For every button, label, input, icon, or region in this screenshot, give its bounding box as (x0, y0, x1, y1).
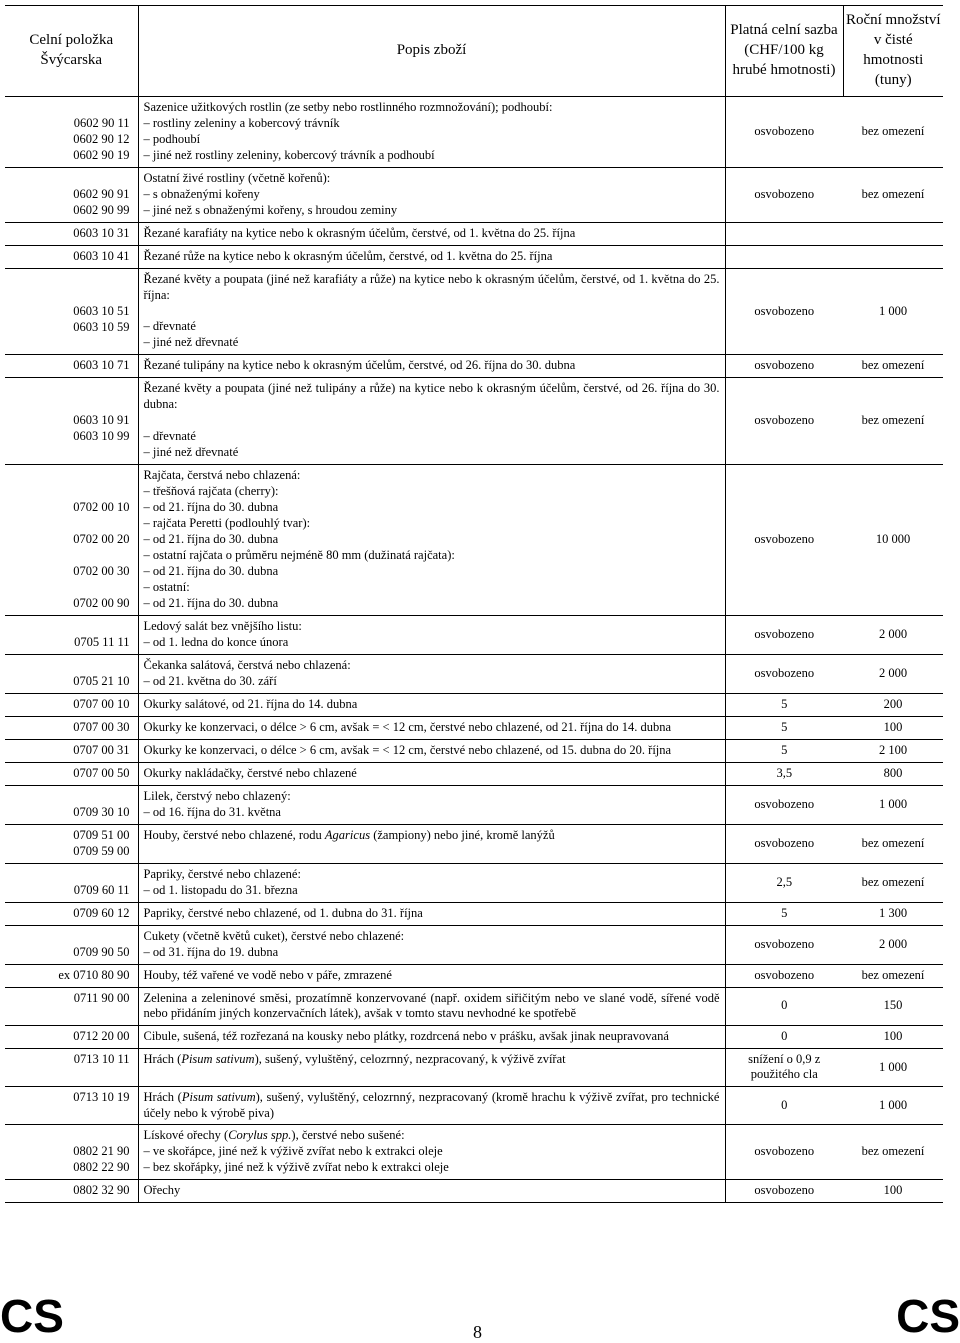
table-row (5, 1087, 943, 1125)
description-cell (138, 246, 725, 269)
description-text: Houby, čerstvé nebo chlazené, rodu Agaricus (žampiony) nebo jiné, kromě lanýžů (143, 827, 555, 842)
tariff-code (10, 548, 130, 564)
description-line: Rajčata, čerstvá nebo chlazená: (143, 467, 301, 482)
tariff-code-cell (5, 716, 138, 739)
description-line: Okurky salátové, od 21. října do 14. dubna (143, 696, 358, 711)
annual-quantity-cell (843, 246, 943, 269)
annual-quantity-cell: 800 (843, 762, 943, 785)
tariff-code: 0709 90 50 (73, 944, 130, 959)
description-line: Okurky nakládačky, čerstvé nebo chlazené (143, 765, 357, 780)
description-line: – rajčata Peretti (podlouhlý tvar): (143, 515, 311, 530)
description-line: Řezané růže na kytice nebo k okrasným účelům, čerstvé, od 1. května do 25. října (143, 249, 553, 263)
tariff-code-cell (5, 863, 138, 902)
duty-rate-cell: osvobozeno (725, 964, 843, 987)
description-line: Řezané karafiáty na kytice nebo k okrasným účelům, čerstvé, od 1. května do 25. října (143, 226, 576, 240)
duty-rate-cell: osvobozeno (725, 378, 843, 464)
tariff-code (10, 867, 130, 883)
duty-rate-cell: osvobozeno (725, 824, 843, 863)
description-line: Cukety (včetně květů cuket), čerstvé nebo chlazené: (143, 928, 405, 943)
table-row (5, 824, 943, 863)
duty-rate-cell: osvobozeno (725, 97, 843, 168)
tariff-code (10, 516, 130, 532)
table-row (5, 902, 943, 925)
duty-rate-cell: osvobozeno (725, 654, 843, 693)
tariff-code (10, 484, 130, 500)
description-line: – jiné než s obnaženými kořeny, s hroudou zeminy (143, 203, 398, 217)
annual-quantity-cell: bez omezení (843, 355, 943, 378)
table-row (5, 716, 943, 739)
tariff-code (10, 789, 130, 805)
table-row (5, 1048, 943, 1086)
description-cell (138, 739, 725, 762)
description-cell (138, 1048, 725, 1086)
description-cell (138, 464, 725, 615)
tariff-code (10, 397, 130, 413)
duty-rate-cell: osvobozeno (725, 1180, 843, 1203)
description-line: Zelenina a zeleninové směsi, prozatímně konzervované (např. oxidem siřičitým nebo ve slané vodě, sířené vodě nebo přidáním jiných konzervačních látek), avšak v tomto stavu nevhodné ke spotřebě (143, 990, 720, 1021)
annual-quantity-cell: 1 000 (843, 1087, 943, 1125)
annual-quantity-cell: 200 (843, 693, 943, 716)
description-line: Okurky ke konzervaci, o délce > 6 cm, avšak = < 12 cm, čerstvé nebo chlazené, od 15. dubna do 20. října (143, 742, 672, 757)
table-row (5, 378, 943, 464)
table-row (5, 863, 943, 902)
description-cell (138, 987, 725, 1025)
annual-quantity-cell: 1 300 (843, 902, 943, 925)
description-line: – jiné než rostliny zeleniny, kobercový trávník a podhoubí (143, 148, 435, 162)
language-mark-left: CS (0, 1290, 64, 1342)
tariff-code: 0707 00 31 (73, 742, 130, 757)
description-cell (138, 1125, 725, 1180)
tariff-code (10, 619, 130, 635)
annual-quantity-cell: bez omezení (843, 97, 943, 168)
tariff-code-cell (5, 1125, 138, 1180)
duty-rate-cell: osvobozeno (725, 615, 843, 654)
table-row (5, 223, 943, 246)
description-cell (138, 1180, 725, 1203)
duty-rate-cell: 3,5 (725, 762, 843, 785)
annual-quantity-cell: 2 000 (843, 925, 943, 964)
tariff-code: 0713 10 19 (73, 1090, 130, 1104)
tariff-code-cell (5, 964, 138, 987)
duty-rate-cell: 5 (725, 693, 843, 716)
tariff-code: 0602 90 99 (73, 203, 130, 217)
tariff-code: 0603 10 41 (73, 249, 130, 263)
tariff-code: 0802 21 90 (73, 1144, 130, 1159)
tariff-code-cell (5, 987, 138, 1025)
annual-quantity-cell (843, 223, 943, 246)
description-line: Okurky ke konzervaci, o délce > 6 cm, avšak = < 12 cm, čerstvé nebo chlazené, od 21. října do 14. dubna (143, 719, 672, 734)
tariff-code-cell (5, 1180, 138, 1203)
tariff-code: 0702 00 90 (73, 595, 130, 610)
description-line: – od 21. října do 30. dubna (143, 563, 279, 578)
duty-rate-cell: osvobozeno (725, 925, 843, 964)
tariff-code: 0709 30 10 (73, 804, 130, 819)
tariff-code: 0713 10 11 (73, 1051, 130, 1066)
page-number: 8 (473, 1322, 482, 1342)
description-line: – od 21. října do 30. dubna (143, 499, 279, 514)
description-cell (138, 964, 725, 987)
description-line: Ostatní živé rostliny (včetně kořenů): (143, 171, 331, 185)
tariff-code (10, 381, 130, 397)
tariff-code-cell (5, 654, 138, 693)
description-line: Sazenice užitkových rostlin (ze setby nebo rostlinného rozmnožování); podhoubí: (143, 100, 553, 114)
annual-quantity-cell: bez omezení (843, 168, 943, 223)
header-annual-quantity: Roční množství v čisté hmotnosti (tuny) (843, 6, 943, 97)
description-cell (138, 269, 725, 355)
tariff-code: 0709 60 11 (73, 882, 130, 897)
duty-rate-cell: osvobozeno (725, 269, 843, 355)
annual-quantity-cell: bez omezení (843, 378, 943, 464)
duty-rate-cell: osvobozeno (725, 464, 843, 615)
tariff-code-cell (5, 378, 138, 464)
tariff-code: 0705 21 10 (73, 673, 130, 688)
annual-quantity-cell: 100 (843, 716, 943, 739)
tariff-code: 0802 22 90 (73, 1160, 130, 1175)
annual-quantity-cell: 100 (843, 1025, 943, 1048)
description-line: – od 1. ledna do konce února (143, 634, 289, 649)
description-cell (138, 1025, 725, 1048)
annual-quantity-cell: 2 000 (843, 654, 943, 693)
description-line: – třešňová rajčata (cherry): (143, 483, 279, 498)
tariff-code: 0709 51 00 (73, 827, 130, 842)
table-row (5, 615, 943, 654)
description-cell (138, 824, 725, 863)
duty-rate-cell: 0 (725, 1025, 843, 1048)
table-row (5, 1125, 943, 1180)
description-line: – jiné než dřevnaté (143, 335, 239, 350)
description-cell (138, 863, 725, 902)
tariff-code: 0602 90 91 (73, 187, 130, 201)
duty-rate-cell: osvobozeno (725, 168, 843, 223)
tariff-code-cell (5, 925, 138, 964)
header-description: Popis zboží (138, 6, 725, 97)
description-cell (138, 716, 725, 739)
tariff-code: 0802 32 90 (73, 1183, 130, 1198)
table-row (5, 925, 943, 964)
tariff-code-cell (5, 693, 138, 716)
description-line: – dřevnaté (143, 428, 196, 443)
description-cell (138, 693, 725, 716)
tariff-code (10, 658, 130, 674)
description-line: – s obnaženými kořeny (143, 187, 260, 201)
description-line: Řezané tulipány na kytice nebo k okrasným účelům, čerstvé, od 26. října do 30. dubna (143, 358, 576, 373)
description-cell (138, 1087, 725, 1125)
tariff-code (10, 288, 130, 304)
description-line: – od 21. října do 30. dubna (143, 595, 279, 610)
description-cell (138, 615, 725, 654)
table-row (5, 355, 943, 378)
tariff-code-cell (5, 824, 138, 863)
tariff-code: 0702 00 30 (73, 563, 130, 578)
tariff-code-cell (5, 97, 138, 168)
description-cell (138, 654, 725, 693)
tariff-code-cell (5, 739, 138, 762)
tariff-code-cell (5, 762, 138, 785)
tariff-code-cell (5, 269, 138, 355)
annual-quantity-cell: 2 100 (843, 739, 943, 762)
description-line: – od 21. května do 30. září (143, 673, 277, 688)
annual-quantity-cell: 1 000 (843, 785, 943, 824)
duty-rate-cell: osvobozeno (725, 1125, 843, 1180)
duty-rate-cell: 5 (725, 739, 843, 762)
table-row (5, 762, 943, 785)
duty-rate-cell: 5 (725, 902, 843, 925)
tariff-code (10, 929, 130, 945)
tariff-code-cell (5, 464, 138, 615)
description-text: Hrách (Pisum sativum), sušený, vyluštěný, celozrnný, nezpracovaný (kromě hrachu k výživě zvířat, pro technické účely nebo k výrobě piva) (143, 1090, 720, 1120)
description-line: – podhoubí (143, 132, 201, 146)
tariff-code: 0711 90 00 (73, 990, 130, 1005)
tariff-table (5, 5, 943, 1203)
description-cell (138, 925, 725, 964)
description-cell (138, 762, 725, 785)
description-text: Hrách (Pisum sativum), sušený, vyluštěný, celozrnný, nezpracovaný, k výživě zvířat (143, 1051, 566, 1066)
table-row (5, 97, 943, 168)
tariff-code: 0712 20 00 (73, 1028, 130, 1043)
tariff-code-cell (5, 168, 138, 223)
tariff-code: 0602 90 12 (73, 132, 130, 146)
duty-rate-cell: osvobozeno (725, 785, 843, 824)
table-row (5, 168, 943, 223)
tariff-code: 0707 00 30 (73, 719, 130, 734)
table-row (5, 964, 943, 987)
tariff-code-cell (5, 902, 138, 925)
description-cell (138, 902, 725, 925)
tariff-code (10, 100, 130, 116)
duty-rate-cell: osvobozeno (725, 355, 843, 378)
tariff-code-cell (5, 785, 138, 824)
tariff-code-cell (5, 1025, 138, 1048)
description-line: – dřevnaté (143, 319, 196, 334)
description-line: – od 31. října do 19. dubna (143, 944, 279, 959)
tariff-code-cell (5, 615, 138, 654)
tariff-code-cell (5, 1087, 138, 1125)
table-row (5, 693, 943, 716)
tariff-code-cell (5, 246, 138, 269)
header-duty-rate: Platná celní sazba (CHF/100 kg hrubé hmotnosti) (725, 6, 843, 97)
tariff-code: 0702 00 10 (73, 499, 130, 514)
tariff-code (10, 272, 130, 288)
tariff-code: 0603 10 71 (73, 358, 130, 373)
tariff-code: 0707 00 50 (73, 765, 130, 780)
language-mark-right: CS (896, 1290, 960, 1342)
tariff-code: 0602 90 19 (73, 148, 130, 162)
tariff-code-cell (5, 1048, 138, 1086)
tariff-code: 0603 10 59 (73, 320, 130, 334)
table-row (5, 785, 943, 824)
annual-quantity-cell: bez omezení (843, 824, 943, 863)
tariff-code (10, 1128, 130, 1144)
duty-rate-cell: 0 (725, 987, 843, 1025)
description-line: Čekanka salátová, čerstvá nebo chlazená: (143, 657, 351, 672)
duty-rate-cell: 0 (725, 1087, 843, 1125)
tariff-code: 0709 59 00 (73, 843, 130, 858)
table-header-row (5, 6, 943, 97)
description-cell (138, 355, 725, 378)
tariff-code: 0603 10 51 (73, 304, 130, 318)
duty-rate-cell: snížení o 0,9 z použitého cla (725, 1048, 843, 1086)
annual-quantity-cell: 10 000 (843, 464, 943, 615)
tariff-code: 0707 00 10 (73, 696, 130, 711)
tariff-code (10, 580, 130, 596)
table-row (5, 269, 943, 355)
tariff-code: 0603 10 99 (73, 429, 130, 444)
description-line: – od 1. listopadu do 31. března (143, 882, 298, 897)
tariff-code-cell (5, 355, 138, 378)
duty-rate-cell (725, 223, 843, 246)
annual-quantity-cell: 150 (843, 987, 943, 1025)
duty-rate-cell (725, 246, 843, 269)
description-line (144, 303, 720, 319)
tariff-code: 0705 11 11 (74, 634, 130, 649)
header-swiss-tariff-code: Celní položka Švýcarska (5, 6, 138, 97)
tariff-code: ex 0710 80 90 (58, 967, 130, 982)
table-row (5, 987, 943, 1025)
description-cell (138, 223, 725, 246)
description-cell (138, 378, 725, 464)
description-text: Lískové ořechy (Corylus spp.), čerstvé nebo sušené: – ve skořápce, jiné než k výživě zvířat nebo k extrakci oleje – bez skořápky, jiné než k výživě zvířat nebo k extrakci oleje (143, 1128, 449, 1174)
table-row (5, 739, 943, 762)
description-cell (138, 97, 725, 168)
tariff-code: 0603 10 91 (73, 413, 130, 428)
tariff-code (10, 171, 130, 187)
description-cell (138, 168, 725, 223)
duty-rate-cell: 5 (725, 716, 843, 739)
description-line: – ostatní: (143, 579, 190, 594)
description-line: – od 21. října do 30. dubna (143, 531, 279, 546)
description-cell (138, 785, 725, 824)
table-row (5, 1025, 943, 1048)
table-row (5, 1180, 943, 1203)
tariff-code: 0702 00 20 (73, 531, 130, 546)
description-line: Cibule, sušená, též rozřezaná na kousky nebo plátky, rozdrcená nebo v prášku, avšak jinak neupravovaná (143, 1028, 669, 1043)
annual-quantity-cell: 100 (843, 1180, 943, 1203)
annual-quantity-cell: bez omezení (843, 964, 943, 987)
description-line (144, 413, 720, 429)
annual-quantity-cell: 2 000 (843, 615, 943, 654)
description-line: Řezané květy a poupata (jiné než tulipány a růže) na kytice nebo k okrasným účelům, čerstvé, od 26. října do 30. dubna: (143, 381, 720, 411)
description-line: – jiné než dřevnaté (143, 444, 239, 459)
description-line: Lilek, čerstvý nebo chlazený: (143, 788, 291, 803)
description-line: – rostliny zeleniny a kobercový trávník (143, 116, 340, 130)
tariff-code-cell (5, 223, 138, 246)
duty-rate-cell: 2,5 (725, 863, 843, 902)
tariff-code: 0602 90 11 (73, 116, 130, 130)
tariff-code: 0709 60 12 (73, 905, 130, 920)
annual-quantity-cell: bez omezení (843, 863, 943, 902)
description-line: – od 16. října do 31. května (143, 804, 281, 819)
description-line: Ledový salát bez vnějšího listu: (143, 618, 302, 633)
description-line: Papriky, čerstvé nebo chlazené: (143, 866, 301, 881)
description-line: Papriky, čerstvé nebo chlazené, od 1. dubna do 31. října (143, 905, 423, 920)
table-row (5, 464, 943, 615)
annual-quantity-cell: 1 000 (843, 1048, 943, 1086)
table-row (5, 246, 943, 269)
annual-quantity-cell: bez omezení (843, 1125, 943, 1180)
description-line: Houby, též vařené ve vodě nebo v páře, zmrazené (143, 967, 392, 982)
description-line: Ořechy (143, 1183, 181, 1198)
tariff-code (10, 468, 130, 484)
table-row (5, 654, 943, 693)
description-line: – ostatní rajčata o průměru nejméně 80 mm (dužinatá rajčata): (143, 547, 455, 562)
description-line: Řezané květy a poupata (jiné než karafiáty a růže) na kytice nebo k okrasným účelům, čerstvé, od 1. května do 25. října: (143, 272, 720, 302)
annual-quantity-cell: 1 000 (843, 269, 943, 355)
tariff-code: 0603 10 31 (73, 226, 130, 240)
